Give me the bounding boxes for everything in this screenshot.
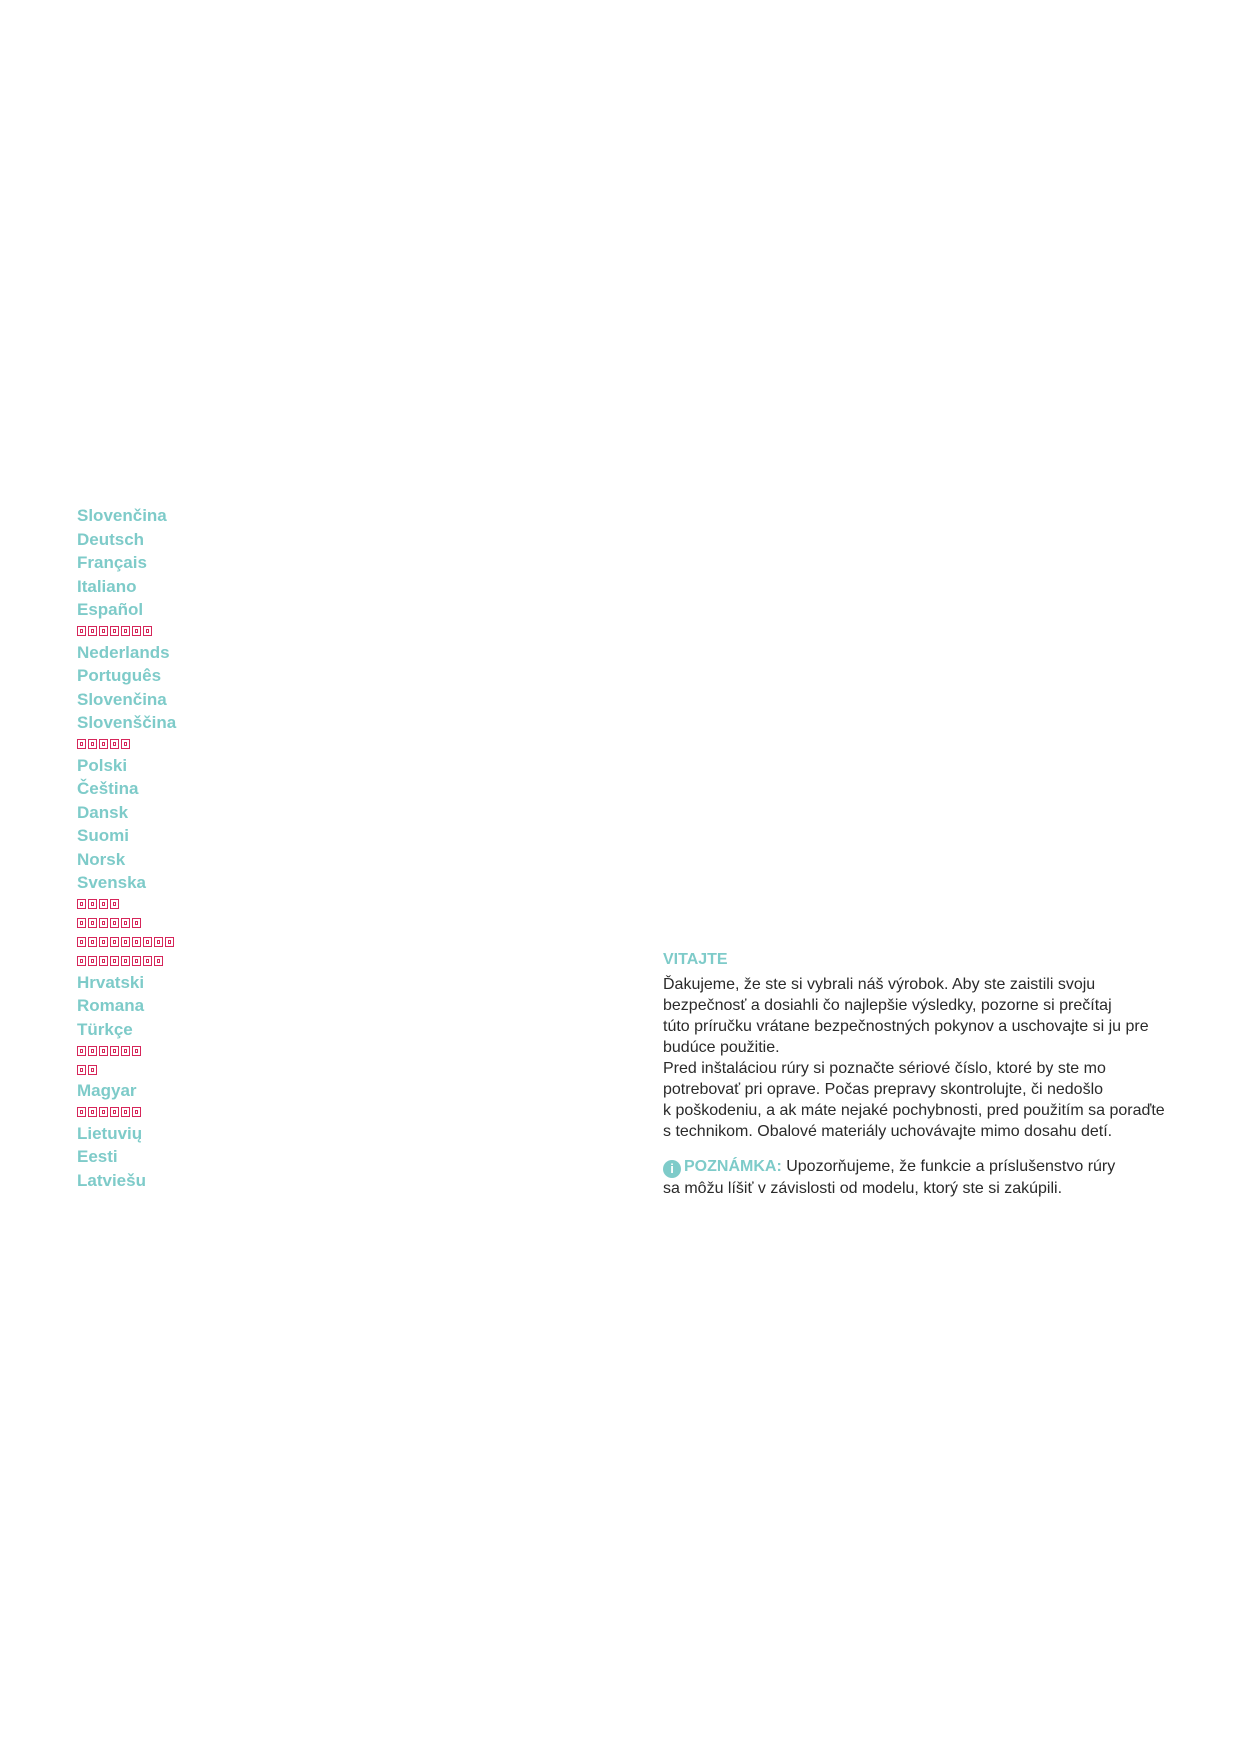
language-item: Dansk	[77, 802, 129, 822]
language-item: Slovenščina	[77, 713, 177, 732]
missing-glyph-icon	[121, 918, 130, 928]
missing-glyph-icon	[77, 1065, 86, 1075]
missing-glyph-icon	[77, 956, 86, 966]
paragraph-line: Ďakujeme, že ste si vybrali náš výrobok. Aby ste zaistili svoju	[663, 976, 1096, 993]
missing-glyph-icon	[88, 937, 97, 947]
missing-glyph-icon	[88, 1107, 97, 1117]
missing-glyph-icon	[99, 918, 108, 928]
language-item-unrendered	[77, 895, 176, 914]
welcome-paragraph-2	[663, 1058, 1165, 1142]
language-item-unrendered	[77, 1041, 176, 1060]
missing-glyph-icon	[121, 956, 130, 966]
missing-glyph-icon	[77, 899, 86, 909]
missing-glyph-icon	[110, 1107, 119, 1117]
missing-glyph-icon	[132, 1107, 141, 1117]
language-item-unrendered	[77, 952, 176, 971]
missing-glyph-icon	[110, 899, 119, 909]
paragraph-line: bezpečnosť a dosiahli čo najlepšie výsledky, pozorne si prečítaj	[663, 997, 1112, 1014]
paragraph-line: túto príručku vrátane bezpečnostných pokynov a uschovajte si ju pre	[663, 1018, 1149, 1035]
missing-glyph-icon	[154, 937, 163, 947]
language-item-unrendered	[77, 1103, 176, 1122]
language-item: Français	[77, 553, 147, 572]
language-item: Slovenčina	[77, 689, 167, 709]
missing-glyph-icon	[121, 1046, 130, 1056]
missing-glyph-icon	[88, 899, 97, 909]
missing-glyph-icon	[121, 739, 130, 749]
missing-glyph-icon	[132, 626, 141, 636]
missing-glyph-icon	[110, 956, 119, 966]
language-item-unrendered	[77, 622, 176, 641]
missing-glyph-icon	[88, 956, 97, 966]
language-item: Suomi	[77, 826, 129, 845]
language-item: Español	[77, 600, 144, 619]
language-item-unrendered	[77, 914, 176, 933]
language-item: Italiano	[77, 576, 137, 596]
language-item: Lietuvių	[77, 1123, 143, 1143]
paragraph-line: s technikom. Obalové materiály uchovávajte mimo dosahu detí.	[663, 1123, 1113, 1140]
language-item: Čeština	[77, 779, 139, 798]
missing-glyph-icon	[165, 937, 174, 947]
missing-glyph-icon	[143, 937, 152, 947]
missing-glyph-icon	[132, 937, 141, 947]
missing-glyph-icon	[154, 956, 163, 966]
missing-glyph-icon	[99, 1107, 108, 1117]
note-text-line-1: Upozorňujeme, že funkcie a príslušenstvo rúry	[781, 1158, 1116, 1175]
paragraph-line: Pred inštaláciou rúry si poznačte sériové číslo, ktoré by ste mo	[663, 1060, 1106, 1077]
missing-glyph-icon	[99, 899, 108, 909]
missing-glyph-icon	[77, 918, 86, 928]
missing-glyph-icon	[99, 1046, 108, 1056]
missing-glyph-icon	[121, 626, 130, 636]
language-item: Svenska	[77, 873, 146, 892]
missing-glyph-icon	[77, 739, 86, 749]
paragraph-line: budúce použitie.	[663, 1039, 780, 1056]
missing-glyph-icon	[110, 626, 119, 636]
note-text-line-2: sa môžu líšiť v závislosti od modelu, ktorý ste si zakúpili.	[663, 1180, 1063, 1197]
language-item: Deutsch	[77, 529, 145, 549]
language-item-unrendered	[77, 735, 176, 754]
missing-glyph-icon	[110, 1046, 119, 1056]
missing-glyph-icon	[132, 1046, 141, 1056]
missing-glyph-icon	[110, 739, 119, 749]
note-block	[663, 1156, 1165, 1199]
missing-glyph-icon	[88, 1065, 97, 1075]
language-item: Latviešu	[77, 1170, 146, 1190]
paragraph-line: potrebovať pri oprave. Počas prepravy skontrolujte, či nedošlo	[663, 1081, 1104, 1098]
missing-glyph-icon	[77, 1107, 86, 1117]
missing-glyph-icon	[77, 1046, 86, 1056]
missing-glyph-icon	[121, 1107, 130, 1117]
missing-glyph-icon	[132, 918, 141, 928]
missing-glyph-icon	[99, 937, 108, 947]
welcome-section	[663, 950, 1165, 1210]
missing-glyph-icon	[99, 956, 108, 966]
missing-glyph-icon	[121, 937, 130, 947]
note-label: POZNÁMKA:	[684, 1158, 782, 1175]
language-list	[77, 504, 176, 1192]
language-item-unrendered	[77, 1060, 176, 1079]
missing-glyph-icon	[77, 937, 86, 947]
language-item: Nederlands	[77, 642, 170, 662]
language-item: Türkçe	[77, 1019, 133, 1039]
missing-glyph-icon	[132, 956, 141, 966]
missing-glyph-icon	[110, 937, 119, 947]
missing-glyph-icon	[88, 626, 97, 636]
missing-glyph-icon	[99, 626, 108, 636]
welcome-title: VITAJTE	[663, 951, 728, 968]
language-item: Eesti	[77, 1147, 118, 1166]
missing-glyph-icon	[143, 956, 152, 966]
missing-glyph-icon	[143, 626, 152, 636]
language-item: Norsk	[77, 849, 126, 869]
language-item: Português	[77, 666, 162, 685]
language-item: Polski	[77, 755, 128, 775]
missing-glyph-icon	[88, 739, 97, 749]
language-item: Slovenčina	[77, 506, 167, 525]
info-icon: i	[663, 1160, 681, 1178]
missing-glyph-icon	[77, 626, 86, 636]
missing-glyph-icon	[110, 918, 119, 928]
missing-glyph-icon	[88, 1046, 97, 1056]
missing-glyph-icon	[99, 739, 108, 749]
paragraph-line: k poškodeniu, a ak máte nejaké pochybnosti, pred použitím sa poraďte	[663, 1102, 1165, 1119]
language-item: Magyar	[77, 1081, 137, 1100]
language-item-unrendered	[77, 933, 176, 952]
language-item: Hrvatski	[77, 972, 145, 992]
welcome-paragraph-1	[663, 974, 1165, 1058]
language-item: Romana	[77, 996, 145, 1015]
missing-glyph-icon	[88, 918, 97, 928]
